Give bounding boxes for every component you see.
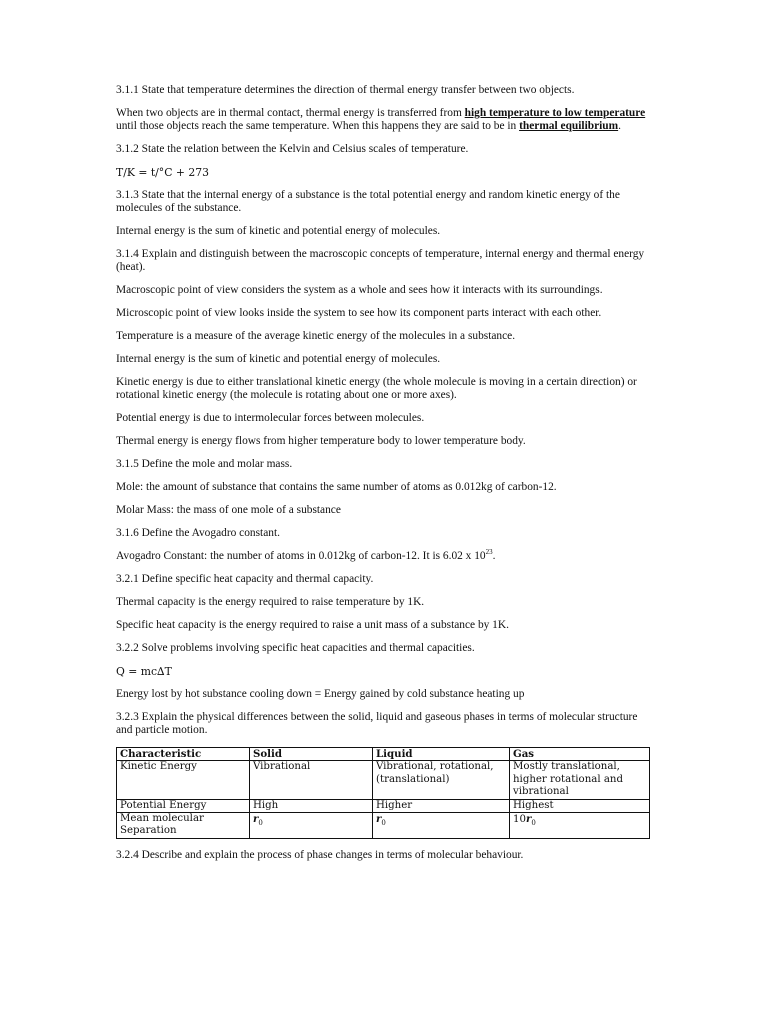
table-cell: Vibrational [250, 761, 373, 799]
potential-energy-paragraph: Potential energy is due to intermolecular forces between molecules. [116, 412, 425, 424]
table-cell: Vibrational, rotational, (translational) [373, 761, 510, 799]
thermal-contact-paragraph [116, 107, 656, 133]
internal-energy-definition: Internal energy is the sum of kinetic and potential energy of molecules. [116, 225, 441, 237]
table-row [117, 761, 650, 799]
table-cell: Highest [510, 799, 650, 812]
heading-3-2-3: 3.2.3 Explain the physical differences between the solid, liquid and gaseous phases in terms of molecular structure and particle motion. [116, 711, 638, 736]
microscopic-paragraph: Microscopic point of view looks inside the system to see how its component parts interact with each other. [116, 307, 602, 319]
kelvin-celsius-formula: T/K = t/°C + 273 [116, 166, 209, 179]
table-cell: Potential Energy [117, 799, 250, 812]
r-subscript: 0 [381, 819, 386, 828]
r-letter: r [525, 813, 532, 826]
heading-3-1-2: 3.1.2 State the relation between the Kelvin and Celsius scales of temperature. [116, 143, 469, 155]
heat-formula: Q = mc∆T [116, 665, 172, 678]
thermal-energy-paragraph: Thermal energy is energy flows from higher temperature body to lower temperature body. [116, 435, 526, 447]
table-cell: Kinetic Energy [117, 761, 250, 799]
text-segment: . [492, 550, 496, 562]
molar-mass-definition: Molar Mass: the mass of one mole of a substance [116, 504, 341, 516]
internal-energy-paragraph: Internal energy is the sum of kinetic and potential energy of molecules. [116, 353, 441, 365]
r-subscript: 0 [531, 819, 536, 828]
r0-symbol [376, 813, 386, 828]
table-row [117, 813, 650, 839]
table-header-cell: Gas [510, 748, 650, 761]
table-header-cell: Solid [250, 748, 373, 761]
table-row [117, 799, 650, 812]
table-cell: High [250, 799, 373, 812]
r0-symbol [525, 813, 536, 828]
text-segment: . [618, 120, 621, 132]
emphasis-high-to-low: high temperature to low temperature [464, 107, 646, 119]
temperature-paragraph: Temperature is a measure of the average kinetic energy of the molecules in a substance. [116, 330, 516, 342]
table-cell [510, 813, 650, 839]
heading-3-2-2: 3.2.2 Solve problems involving specific heat capacities and thermal capacities. [116, 642, 475, 654]
kinetic-energy-paragraph: Kinetic energy is due to either translational kinetic energy (the whole molecule is moving in a certain direction) or rotational kinetic energy (the molecule is rotating about one or more axes). [116, 376, 637, 401]
table-cell: Mostly translational, higher rotational and vibrational [510, 761, 650, 799]
table-header-cell: Liquid [373, 748, 510, 761]
heading-3-1-1: 3.1.1 State that temperature determines the direction of thermal energy transfer between two objects. [116, 84, 575, 96]
document-page [116, 84, 656, 872]
exponent: 23 [485, 548, 493, 557]
r0-symbol [253, 813, 263, 828]
table-cell: Mean molecular Separation [117, 813, 250, 839]
text-segment: until those objects reach the same temperature. When this happens they are said to be in [116, 120, 520, 132]
table-cell [250, 813, 373, 839]
emphasis-thermal-equilibrium: thermal equilibrium [519, 120, 619, 132]
avogadro-definition [116, 550, 656, 563]
heading-3-1-6: 3.1.6 Define the Avogadro constant. [116, 527, 280, 539]
r-subscript: 0 [258, 819, 263, 828]
heading-3-1-5: 3.1.5 Define the mole and molar mass. [116, 458, 293, 470]
mole-definition: Mole: the amount of substance that contains the same number of atoms as 0.012kg of carbon-12. [116, 481, 557, 493]
heading-3-2-1: 3.2.1 Define specific heat capacity and thermal capacity. [116, 573, 374, 585]
energy-conservation-paragraph: Energy lost by hot substance cooling down = Energy gained by cold substance heating up [116, 688, 525, 700]
specific-heat-definition: Specific heat capacity is the energy required to raise a unit mass of a substance by 1K. [116, 619, 509, 631]
thermal-capacity-definition: Thermal capacity is the energy required to raise temperature by 1K. [116, 596, 425, 608]
table-cell: Higher [373, 799, 510, 812]
r-letter: r [253, 813, 259, 826]
table-header-row [117, 748, 650, 761]
macroscopic-paragraph: Macroscopic point of view considers the system as a whole and sees how it interacts with its surroundings. [116, 284, 603, 296]
heading-3-2-4: 3.2.4 Describe and explain the process of phase changes in terms of molecular behaviour. [116, 848, 524, 861]
gas-separation-factor: 10 [513, 814, 526, 826]
r-letter: r [376, 813, 382, 826]
text-segment: Avogadro Constant: the number of atoms in 0.012kg of carbon-12. It is 6.02 x 10 [116, 550, 486, 562]
table-header-cell: Characteristic [117, 748, 250, 761]
phase-comparison-table [116, 747, 650, 839]
text-segment: When two objects are in thermal contact, thermal energy is transferred from [116, 107, 465, 119]
heading-3-1-4: 3.1.4 Explain and distinguish between the macroscopic concepts of temperature, internal energy and thermal energy (heat). [116, 248, 645, 273]
table-cell [373, 813, 510, 839]
heading-3-1-3: 3.1.3 State that the internal energy of a substance is the total potential energy and random kinetic energy of the molecules of the substance. [116, 189, 620, 214]
